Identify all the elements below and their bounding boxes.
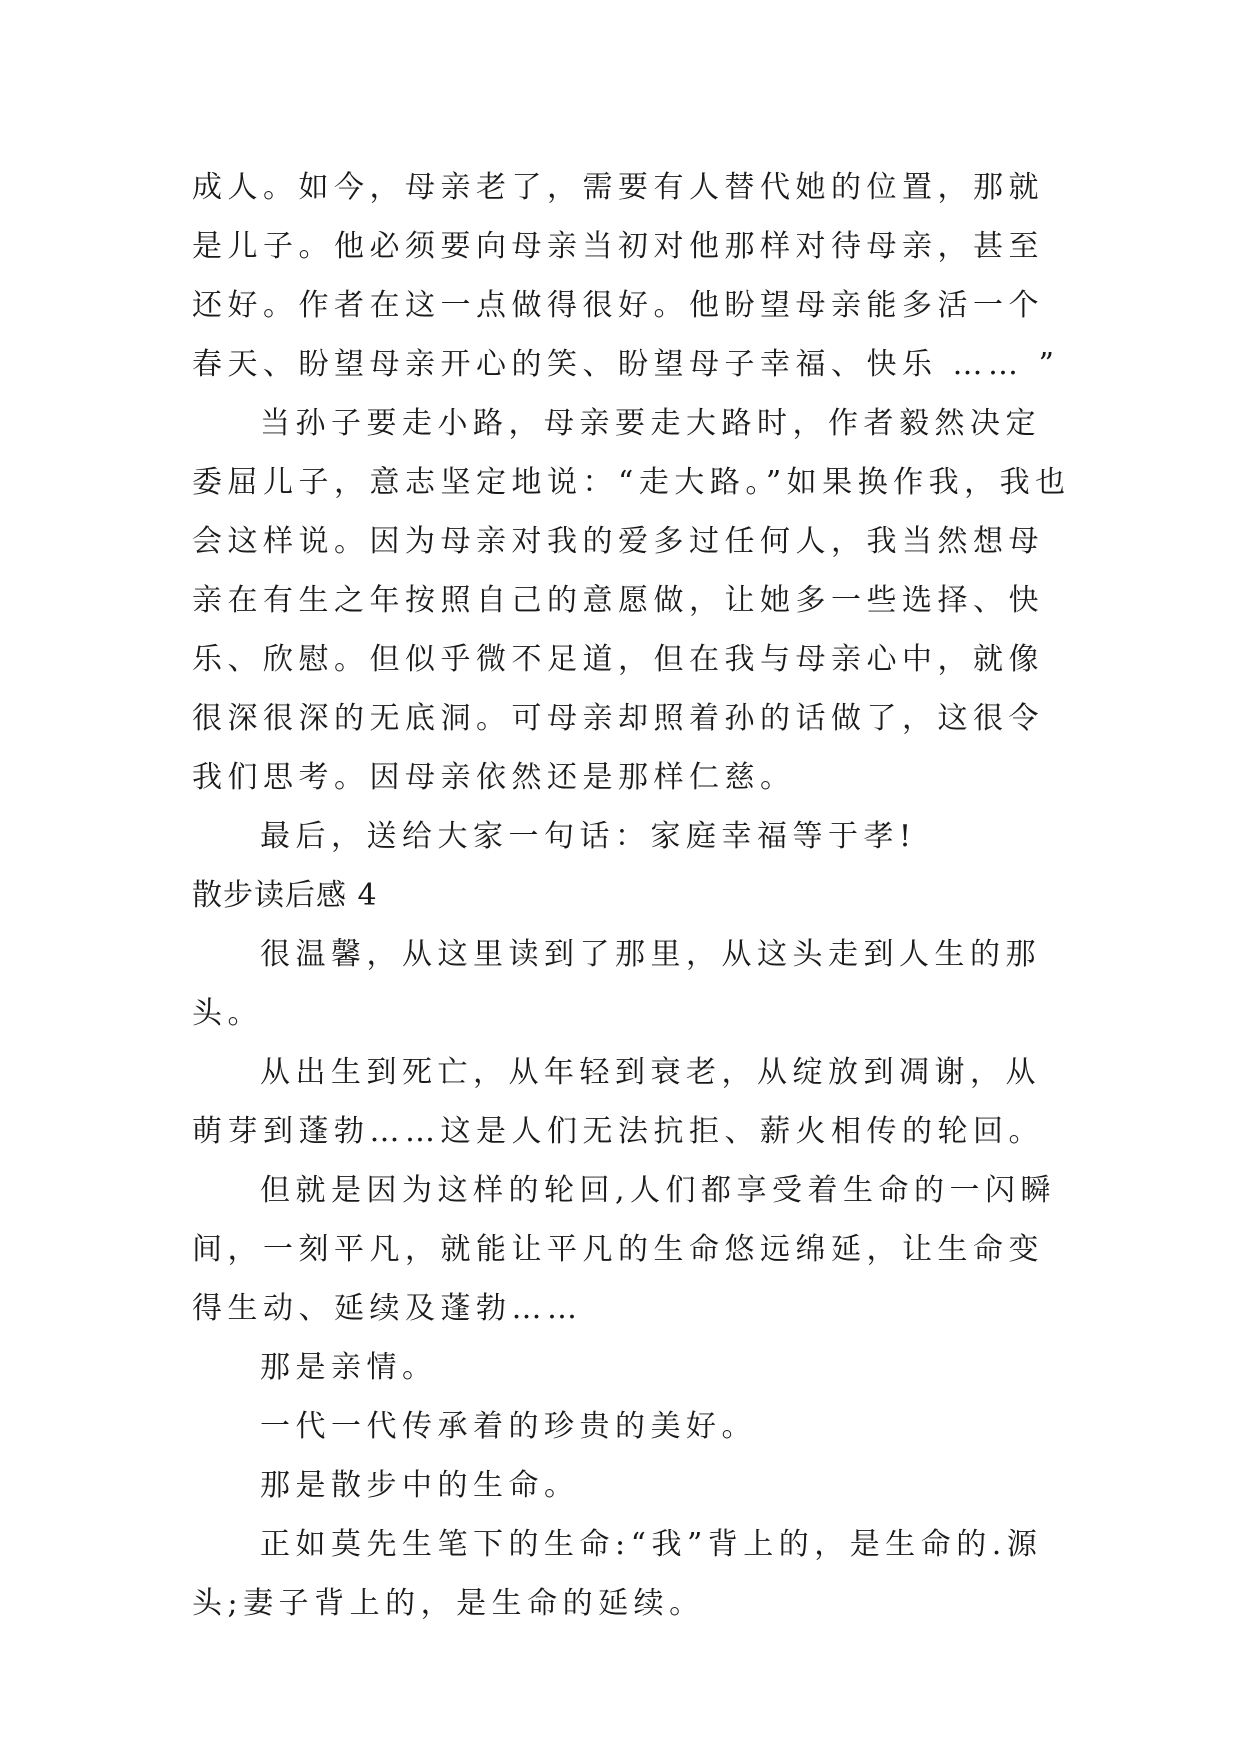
paragraph: 当孙子要走小路，母亲要走大路时，作者毅然决定委屈儿子，意志坚定地说：“走大路。”如果换作我，我也会这样说。因为母亲对我的爱多过任何人，我当然想母亲在有生之年按照自己的意愿做，让她多一些选择、快乐、欣慰。但似乎微不足道，但在我与母亲心中，就像很深很深的无底洞。可母亲却照着孙的话做了，这很令我们思考。因母亲依然还是那样仁慈。 — [192, 406, 1071, 795]
paragraph: 从出生到死亡，从年轻到衰老，从绽放到凋谢，从萌芽到蓬勃……这是人们无法抗拒、薪火相传的轮回。 — [192, 1055, 1044, 1149]
paragraph: 那是亲情。 — [260, 1350, 438, 1385]
paragraph: 很温馨，从这里读到了那里，从这头走到人生的那头。 — [192, 937, 1041, 1031]
paragraph: 那是散步中的生命。 — [260, 1468, 580, 1503]
paragraph: 但就是因为这样的轮回,人们都享受着生命的一闪瞬间，一刻平凡，就能让平凡的生命悠远绵延，让生命变得生动、延续及蓬勃…… — [192, 1173, 1057, 1326]
paragraph: 一代一代传承着的珍贵的美好。 — [260, 1409, 757, 1444]
paragraph: 正如莫先生笔下的生命:“我”背上的，是生命的.源头;妻子背上的，是生命的延续。 — [192, 1527, 1043, 1621]
document-body — [192, 158, 1072, 1633]
paragraph: 最后，送给大家一句话：家庭幸福等于孝! — [260, 819, 917, 854]
section-heading: 散步读后感 4 — [192, 878, 378, 913]
paragraph: 成人。如今，母亲老了，需要有人替代她的位置，那就是儿子。他必须要向母亲当初对他那样对待母亲，甚至还好。作者在这一点做得很好。他盼望母亲能多活一个春天、盼望母亲开心的笑、盼望母子幸福、快乐 …… ” — [192, 170, 1060, 382]
